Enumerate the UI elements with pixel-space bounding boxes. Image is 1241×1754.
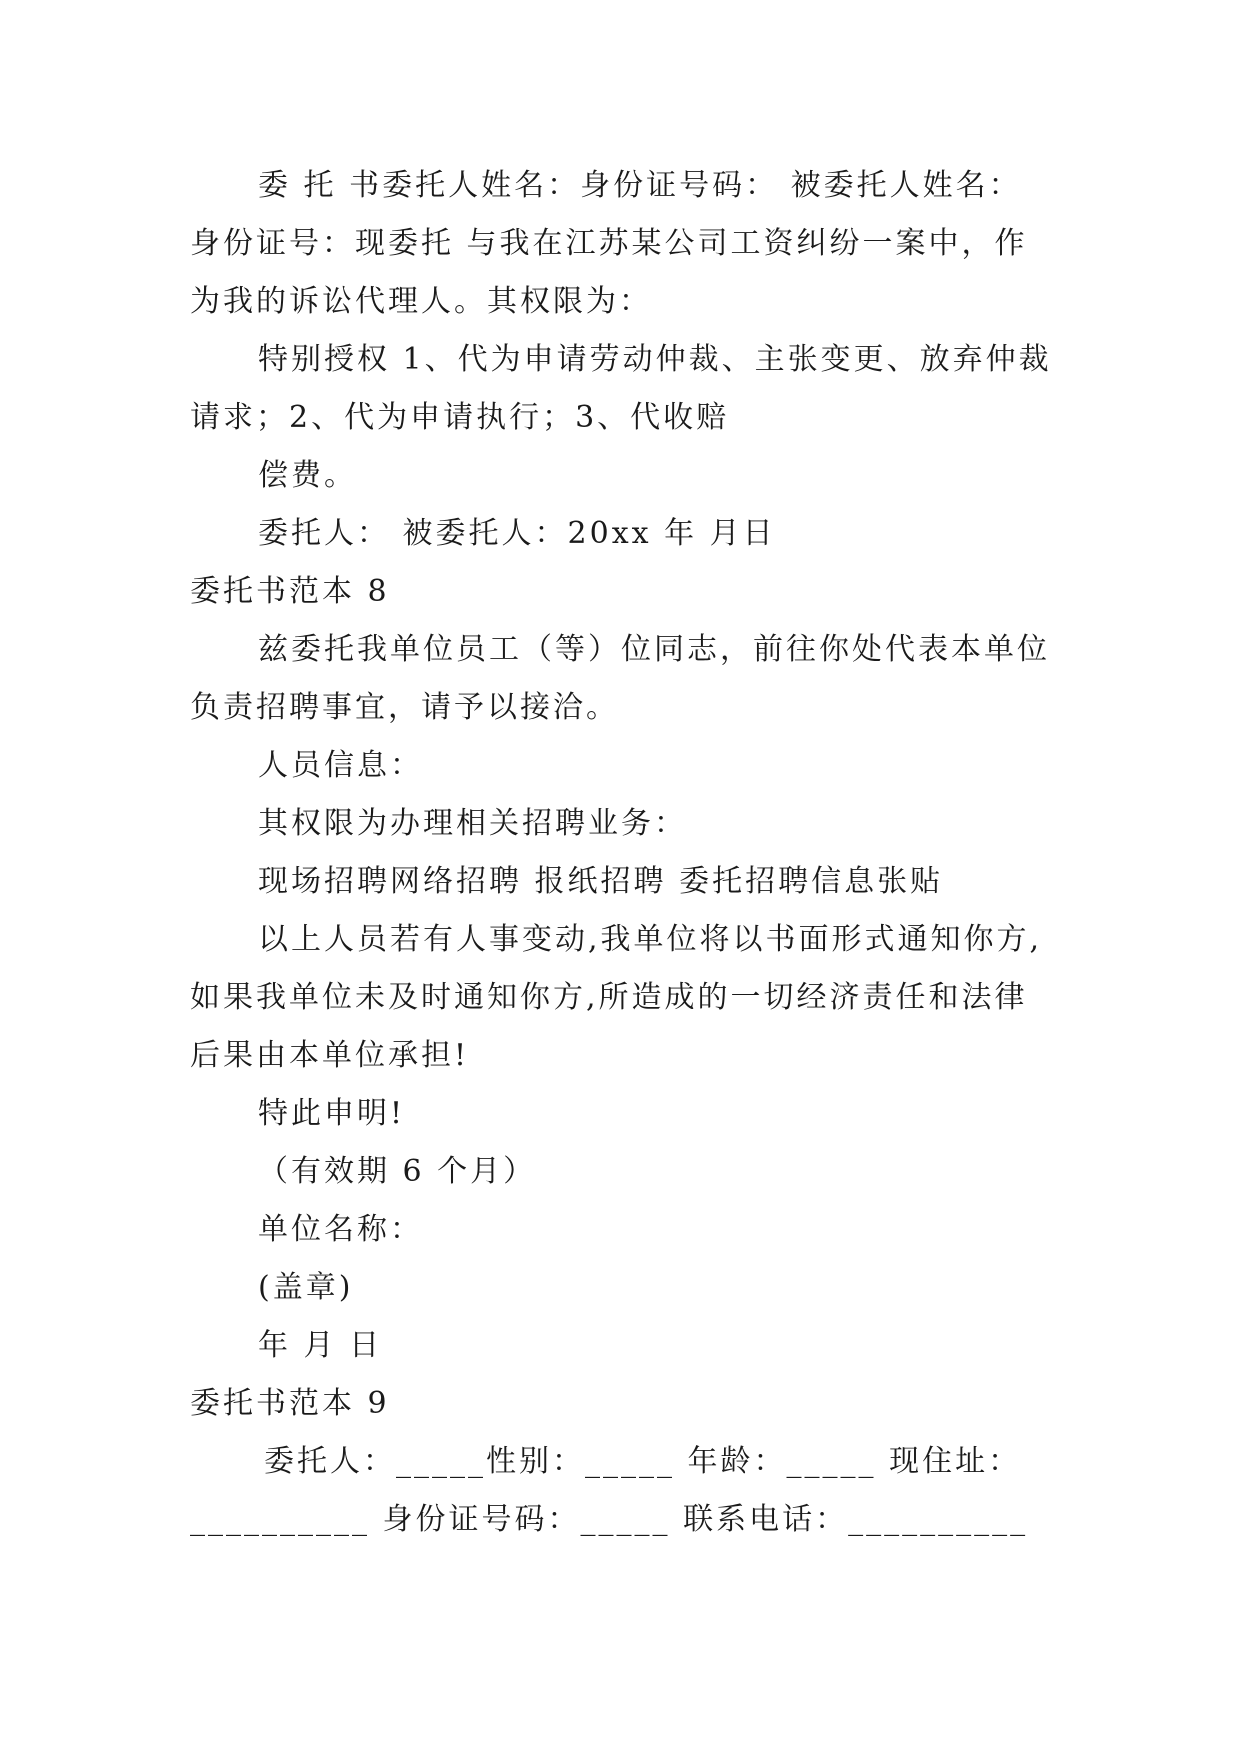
section-heading: 委托书范本 9 [190, 1386, 390, 1421]
text-line: 其权限为办理相关招聘业务： [258, 806, 687, 841]
text-line: 负责招聘事宜，请予以接洽。 [190, 690, 619, 725]
text-line: 身份证号：现委托 与我在江苏某公司工资纠纷一案中，作 [190, 226, 1028, 261]
text-line: 后果由本单位承担! [190, 1038, 470, 1073]
text-line: 兹委托我单位员工（等）位同志，前往你处代表本单位 [258, 632, 1050, 667]
text-line: 如果我单位未及时通知你方,所造成的一切经济责任和法律 [190, 980, 1028, 1015]
text-line: 偿费。 [258, 458, 357, 493]
text-line: (盖章) [258, 1270, 354, 1305]
text-line: 委托人：_____性别：_____ 年龄：_____ 现住址： [264, 1444, 1022, 1479]
text-line: 请求；2、代为申请执行；3、代收赔 [190, 400, 730, 435]
text-line: 年 月 日 [258, 1328, 383, 1363]
text-line: 特别授权 1、代为申请劳动仲裁、主张变更、放弃仲裁 [258, 342, 1052, 377]
text-line: 现场招聘网络招聘 报纸招聘 委托招聘信息张贴 [258, 864, 944, 899]
text-line: 委托人： 被委托人：20xx 年 月日 [258, 516, 776, 551]
text-line: 以上人员若有人事变动,我单位将以书面形式通知你方, [258, 922, 1043, 957]
text-line: 特此申明! [258, 1096, 406, 1131]
text-line: 人员信息： [258, 748, 423, 783]
text-line: （有效期 6 个月） [258, 1154, 537, 1189]
text-line: 委 托 书委托人姓名：身份证号码： 被委托人姓名： [258, 168, 1022, 203]
text-line: __________ 身份证号码：_____ 联系电话：__________ [190, 1502, 1029, 1537]
section-heading: 委托书范本 8 [190, 574, 390, 609]
text-line: 为我的诉讼代理人。其权限为： [190, 284, 652, 319]
text-line: 单位名称： [258, 1212, 423, 1247]
